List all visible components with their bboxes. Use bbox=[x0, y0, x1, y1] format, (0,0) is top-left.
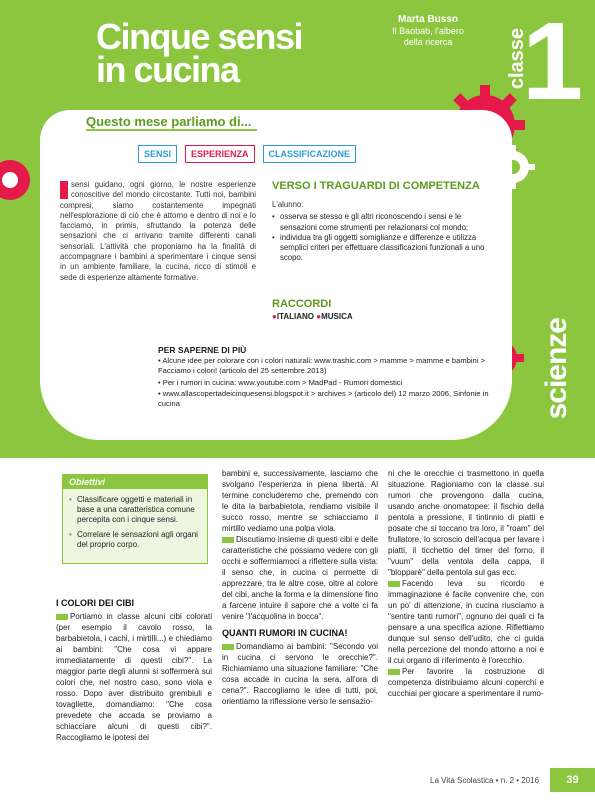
paragraph: Facendo leva su ricordo e immaginazione è facile convenire che, con un po' di attenzione, in cucina riusciamo a "sentire tanti rumori", ognuno dei quali ci fa pensare a una specifica azione. Riflettiamo dunque sul senso dell'udito, che ci guida nella percezione del mondo attorno a noi e il cui organo di riferimento è l'orecchio. bbox=[388, 579, 544, 665]
raccordi-section bbox=[272, 298, 353, 321]
paragraph: ni che le orecchie ci trasmettono in quella situazione. Ragioniamo con la classe sui rumori che provengono dalla cucina, usando anche onomatopee: il fischio della pentola a pressione, il tintinnio di piatti e posate che si toccano tra loro, il "roam" del frullatore, lo scroscio dell'acqua per lavare i piatti, il ticchettio del timer del forno, il "vuum" della ventola della cappa, il "blopparè" della pentola sul gas ecc. bbox=[388, 469, 544, 577]
paragraph: Portiamo in classe alcuni cibi colorati (per esempio il cavolo rosso, la barbabietola, i cachi, i mirtilli...) e chiediamo ai bambini: "Che cosa vi appare immediatamente di questi cibi?". La maggior parte degli alunni si soffermerà sui colori che, nel nostro caso, sono viola e rosso. Dopo aver distribuito grembiuli e tovagliette, domandiamo: "Che cosa prevedete che accada se proviamo a schiacciare alcuni di questi cibi?". Raccogliamo le ipotesi dei bbox=[56, 612, 212, 742]
author-org-2: della ricerca bbox=[403, 37, 453, 47]
gear-icon-left bbox=[0, 150, 40, 210]
per-saperne-title: PER SAPERNE DI PIÙ bbox=[158, 345, 247, 355]
link-blogspot[interactable]: • www.allascopertadeicinquesensi.blogspot.it > archives > (articolo del) 12 marzo 2006, Sinfonie in cucina bbox=[158, 388, 489, 409]
column-1 bbox=[56, 592, 212, 743]
classe-number: 1 bbox=[522, 0, 584, 123]
section-heading-rumori: QUANTI RUMORI IN CUCINA! bbox=[222, 628, 348, 638]
magazine-footer: La Vita Scolastica • n. 2 • 2016 bbox=[430, 776, 540, 785]
raccordi-italiano: ITALIANO bbox=[276, 312, 315, 321]
raccordi-items: ●ITALIANO ●MUSICA bbox=[272, 312, 353, 321]
paragraph: Per favorire la costruzione di competenza distribuiamo alcuni coperchi e cucchiai per giocare a sperimentare il rumo- bbox=[388, 667, 544, 698]
paragraph: Domandiamo ai bambini: "Secondo voi in cucina ci servono le orecchie?". Richiamiamo una situazione familiare: "Che cosa accade in cucina la sera, all'ora di cena?". Raccogliamo le idee di tutti, poi, orientiamo la riflessione verso le sensazio- bbox=[222, 642, 378, 706]
intro-text bbox=[60, 180, 256, 283]
link-trashic[interactable]: • Alcune idee per colorare con i colori naturali: www.trashic.com > mamme > mamme e bambini > Facciamo i colori! (articolo del 25 settembre 2013) bbox=[158, 356, 486, 376]
author-block bbox=[392, 14, 464, 48]
raccordi-title: RACCORDI bbox=[272, 298, 332, 310]
title-line-1: Cinque sensi bbox=[96, 16, 303, 57]
section-heading-colori: I COLORI DEI CIBI bbox=[56, 598, 135, 608]
list-item: • individua tra gli oggetti somiglianze e differenze e utilizza semplici criteri per effettuare classificazioni funzionali a uno scopo. bbox=[272, 233, 500, 264]
traguardi-title: VERSO I TRAGUARDI DI COMPETENZA bbox=[272, 180, 480, 192]
author-name: Marta Busso bbox=[397, 14, 458, 25]
tag-esperienza: ESPERIENZA bbox=[185, 145, 255, 163]
subject-label: scienze bbox=[540, 318, 573, 420]
topic-tags bbox=[138, 145, 356, 163]
traguardi-list bbox=[272, 212, 500, 263]
drop-cap bbox=[60, 181, 68, 199]
paragraph: Discutiamo insieme di questi cibi e delle caratteristiche che possiamo vedere con gli occhi e soffermiamoci a riflettere sulla vista: il senso che, in cucina ci permette di apprezzare, tra le altre cose, oltre al colore del cibi, anche la forma e la dimensione fino a farcene intuire il sapore che a volte ci fa venire "l'acquolina in bocca". bbox=[222, 535, 378, 621]
intro-body: sensi guidano, ogni giorno, le nostre esperienze conoscitive del mondo circostante. Tutti noi, bambini compresi, siamo costantemente impegnati nell'esplorazione di ciò che è attorno e dentro di noi e lo facciamo, in primis, sfruttando la potenza delle sensazioni che ci arrivano tramite differenti canali sensoriali. L'attività che proponiamo ha la finalità di accompagnare i bambini a sperimentare i cinque sensi in un ambiente familiare, la cucina, ricco di stimoli e sede di esperienze altamente formative. bbox=[60, 180, 256, 282]
traguardi-section bbox=[272, 180, 500, 264]
column-3 bbox=[388, 468, 544, 699]
list-item: • Classificare oggetti e materiali in base a una caratteristica comune percepita con i cinque sensi. bbox=[69, 495, 201, 525]
page-title bbox=[96, 16, 303, 90]
article-body bbox=[0, 458, 595, 808]
list-item: • osserva se stesso e gli altri riconoscendo i sensi e le sensazioni come strumenti per relazionarsi col mondo; bbox=[272, 212, 500, 233]
per-saperne-section bbox=[158, 345, 503, 409]
objectives-box bbox=[62, 474, 208, 564]
alunno-label: L'alunno: bbox=[272, 200, 304, 209]
tag-classificazione: CLASSIFICAZIONE bbox=[263, 145, 357, 163]
classe-label: classe bbox=[506, 28, 528, 90]
title-line-2: in cucina bbox=[96, 49, 239, 90]
objectives-title: Obiettivi bbox=[63, 475, 207, 489]
mese-heading: Questo mese parliamo di... bbox=[86, 114, 257, 131]
column-2 bbox=[222, 468, 378, 707]
author-org-1: Il Baobab, l'albero bbox=[392, 26, 464, 36]
list-item: • Correlare le sensazioni agli organi del proprio corpo. bbox=[69, 530, 201, 550]
page-number: 39 bbox=[550, 768, 595, 792]
link-youtube[interactable]: • Per i rumori in cucina: www.youtube.com > MadPad - Rumori domestici bbox=[158, 377, 403, 387]
paragraph: bambini e, successivamente, lasciamo che svolgano l'esperienza in piena libertà. Al termine concluderemo che, premendo con le dita la barbabietola, rendiamo visibile il succo rosso, mentre se schiacciamo il mirtillo vediamo una polpa viola. bbox=[222, 469, 378, 533]
raccordi-musica: MUSICA bbox=[321, 312, 353, 321]
tag-sensi: SENSI bbox=[138, 145, 177, 163]
